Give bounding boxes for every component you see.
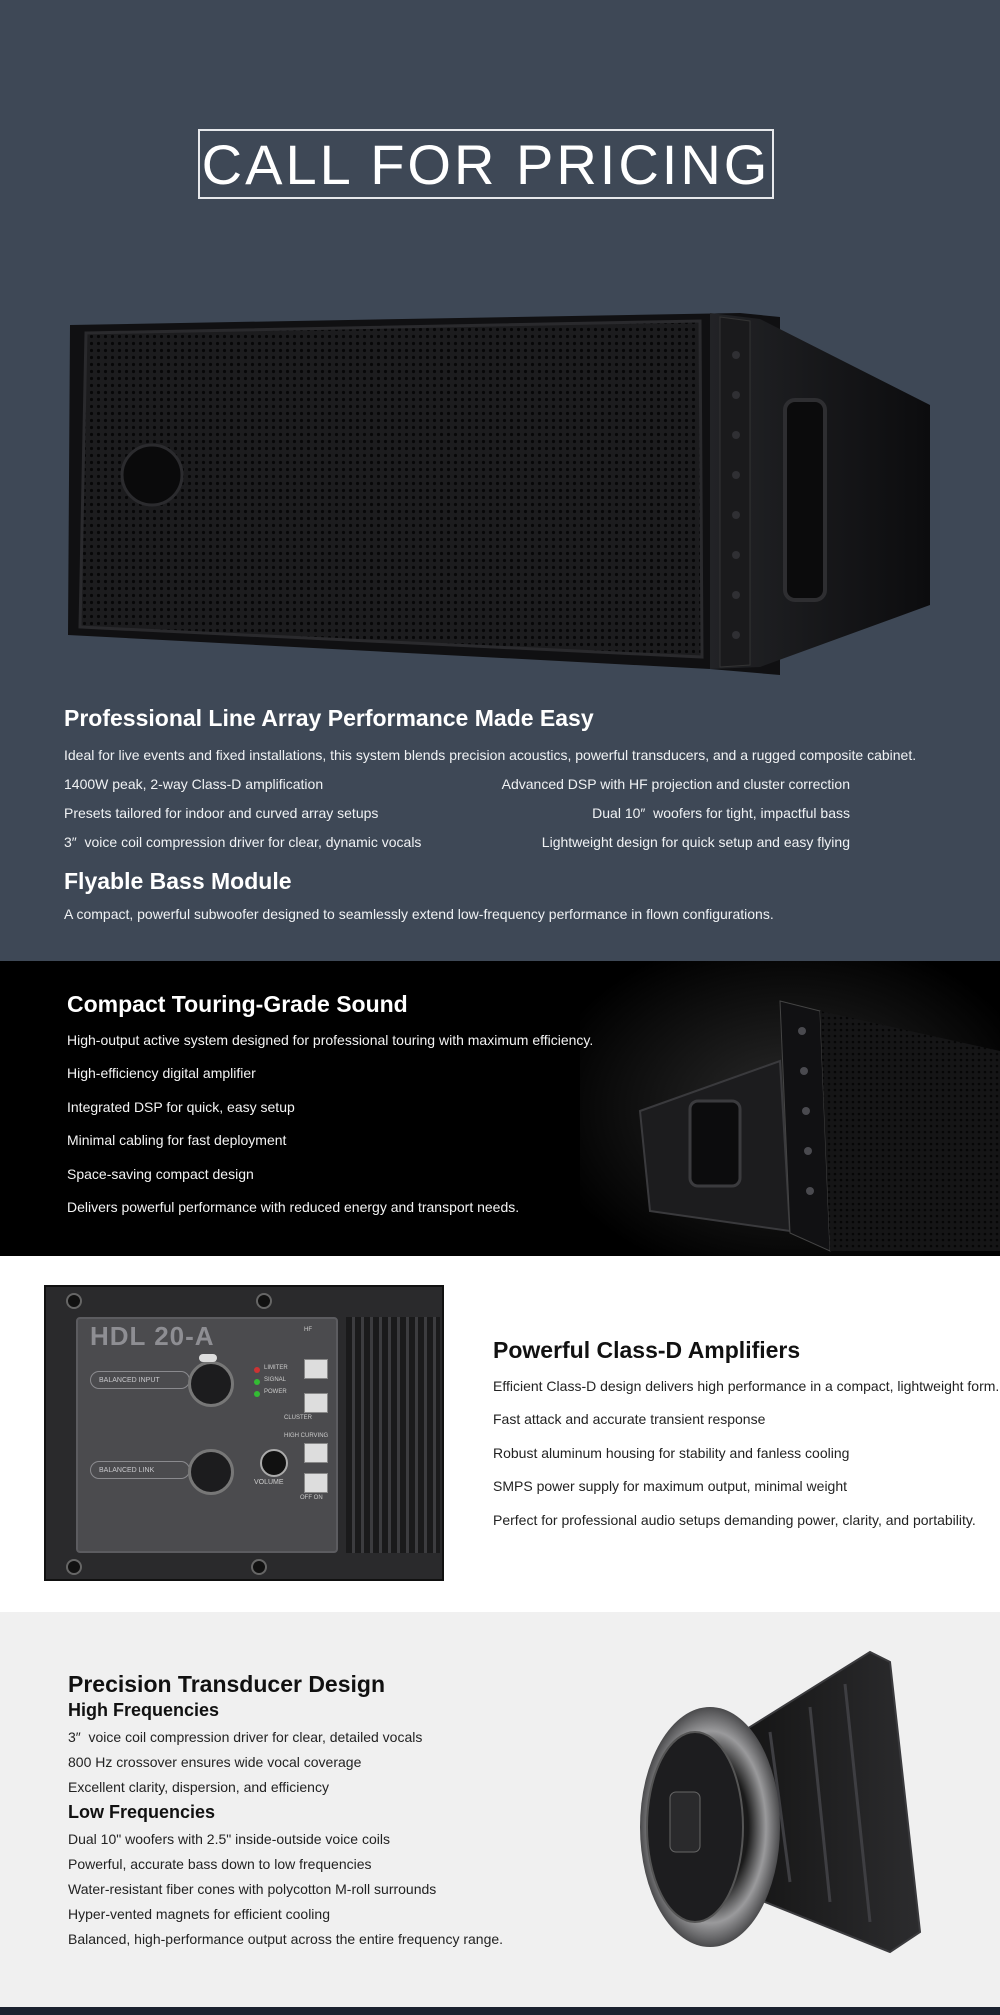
- amplifier-item-5: Perfect for professional audio setups demanding power, clarity, and portability.: [493, 1512, 976, 1528]
- touring-speaker-image: [580, 961, 1000, 1256]
- hf-item-1: 3″ voice coil compression driver for clear, detailed vocals: [68, 1729, 423, 1745]
- feature-left-1: 1400W peak, 2-way Class-D amplification: [64, 776, 324, 792]
- amplifier-item-4: SMPS power supply for maximum output, minimal weight: [493, 1478, 848, 1494]
- lf-item-3: Water-resistant fiber cones with polycotton M-roll surrounds: [68, 1881, 437, 1897]
- extra-switch[interactable]: [304, 1473, 328, 1493]
- xlr-link-jack[interactable]: [188, 1449, 234, 1495]
- off-on-label: OFF ON: [300, 1495, 323, 1501]
- call-for-pricing-button[interactable]: CALL FOR PRICING: [198, 129, 774, 199]
- high-frequencies-heading: High Frequencies: [68, 1700, 220, 1720]
- touring-item-4: Minimal cabling for fast deployment: [67, 1132, 287, 1148]
- volume-knob[interactable]: [260, 1449, 288, 1477]
- feature-right-1: Advanced DSP with HF projection and cluster correction: [501, 776, 850, 792]
- bass-module-heading: Flyable Bass Module: [64, 868, 292, 894]
- amplifier-section: [0, 1256, 1000, 1612]
- screw-icon: [256, 1293, 272, 1309]
- power-led: [254, 1391, 260, 1397]
- lf-item-2: Powerful, accurate bass down to low frequencies: [68, 1856, 372, 1872]
- low-frequencies-heading: Low Frequencies: [68, 1802, 216, 1822]
- amplifier-item-2: Fast attack and accurate transient response: [493, 1411, 766, 1427]
- screw-icon: [66, 1293, 82, 1309]
- line-array-speaker-image: [60, 305, 940, 685]
- lf-item-4: Hyper-vented magnets for efficient cooling: [68, 1906, 330, 1922]
- transducer-heading: Precision Transducer Design: [68, 1671, 386, 1697]
- touring-section: [0, 961, 1000, 1256]
- lf-item-1: Dual 10" woofers with 2.5" inside-outside voice coils: [68, 1831, 390, 1847]
- signal-led: [254, 1379, 260, 1385]
- amplifier-panel-image: [44, 1285, 444, 1581]
- feature-left-3: 3″ voice coil compression driver for clear, dynamic vocals: [64, 834, 422, 850]
- high-curving-switch[interactable]: [304, 1443, 328, 1463]
- high-curving-label: HIGH CURVING: [284, 1433, 329, 1439]
- hf-item-2: 800 Hz crossover ensures wide vocal coverage: [68, 1754, 362, 1770]
- balanced-input-label: BALANCED INPUT: [90, 1371, 190, 1389]
- screw-icon: [251, 1559, 267, 1575]
- hf-item-3: Excellent clarity, dispersion, and efficiency: [68, 1779, 329, 1795]
- limiter-label: LIMITER: [264, 1365, 288, 1371]
- amplifier-item-3: Robust aluminum housing for stability and fanless cooling: [493, 1445, 850, 1461]
- hf-near-far-switch[interactable]: [304, 1359, 328, 1379]
- touring-heading: Compact Touring-Grade Sound: [67, 991, 408, 1017]
- touring-item-1: High-output active system designed for professional touring with maximum efficiency.: [67, 1032, 594, 1048]
- feature-left-2: Presets tailored for indoor and curved array setups: [64, 805, 379, 821]
- lf-item-5: Balanced, high-performance output across the entire frequency range.: [68, 1931, 504, 1947]
- footer-strip: [0, 2007, 1000, 2015]
- heatsink-fins: [346, 1317, 440, 1553]
- hero-section: [0, 0, 1000, 961]
- cluster-switch[interactable]: [304, 1393, 328, 1413]
- touring-item-3: Integrated DSP for quick, easy setup: [67, 1099, 295, 1115]
- amplifier-heading: Powerful Class-D Amplifiers: [493, 1337, 801, 1363]
- feature-right-3: Lightweight design for quick setup and easy flying: [541, 834, 850, 850]
- amplifier-item-1: Efficient Class-D design delivers high performance in a compact, lightweight form.: [493, 1378, 1000, 1394]
- touring-item-5: Space-saving compact design: [67, 1166, 254, 1182]
- volume-label: VOLUME: [254, 1479, 284, 1486]
- power-label: POWER: [264, 1389, 287, 1395]
- bass-module-text: A compact, powerful subwoofer designed to seamlessly extend low-frequency performance in flown configurations.: [64, 906, 774, 922]
- signal-label: SIGNAL: [264, 1377, 287, 1383]
- jack-latch: [199, 1354, 217, 1362]
- touring-item-2: High-efficiency digital amplifier: [67, 1065, 256, 1081]
- hf-label: HF: [304, 1327, 312, 1333]
- model-label: HDL 20-A: [90, 1321, 215, 1351]
- control-plate: [76, 1317, 338, 1553]
- combo-input-jack[interactable]: [188, 1361, 234, 1407]
- overview-intro: Ideal for live events and fixed installations, this system blends precision acoustics, powerful transducers, and a rugged composite cabinet.: [64, 747, 917, 763]
- balanced-link-label: BALANCED LINK: [90, 1461, 190, 1479]
- limiter-led: [254, 1367, 260, 1373]
- transducer-section: [0, 1612, 1000, 2007]
- compression-driver-image: [590, 1642, 930, 1982]
- feature-right-2: Dual 10″ woofers for tight, impactful bass: [592, 805, 850, 821]
- touring-item-6: Delivers powerful performance with reduced energy and transport needs.: [67, 1199, 520, 1215]
- screw-icon: [66, 1559, 82, 1575]
- overview-heading: Professional Line Array Performance Made Easy: [64, 705, 594, 731]
- cluster-label: CLUSTER: [284, 1415, 313, 1421]
